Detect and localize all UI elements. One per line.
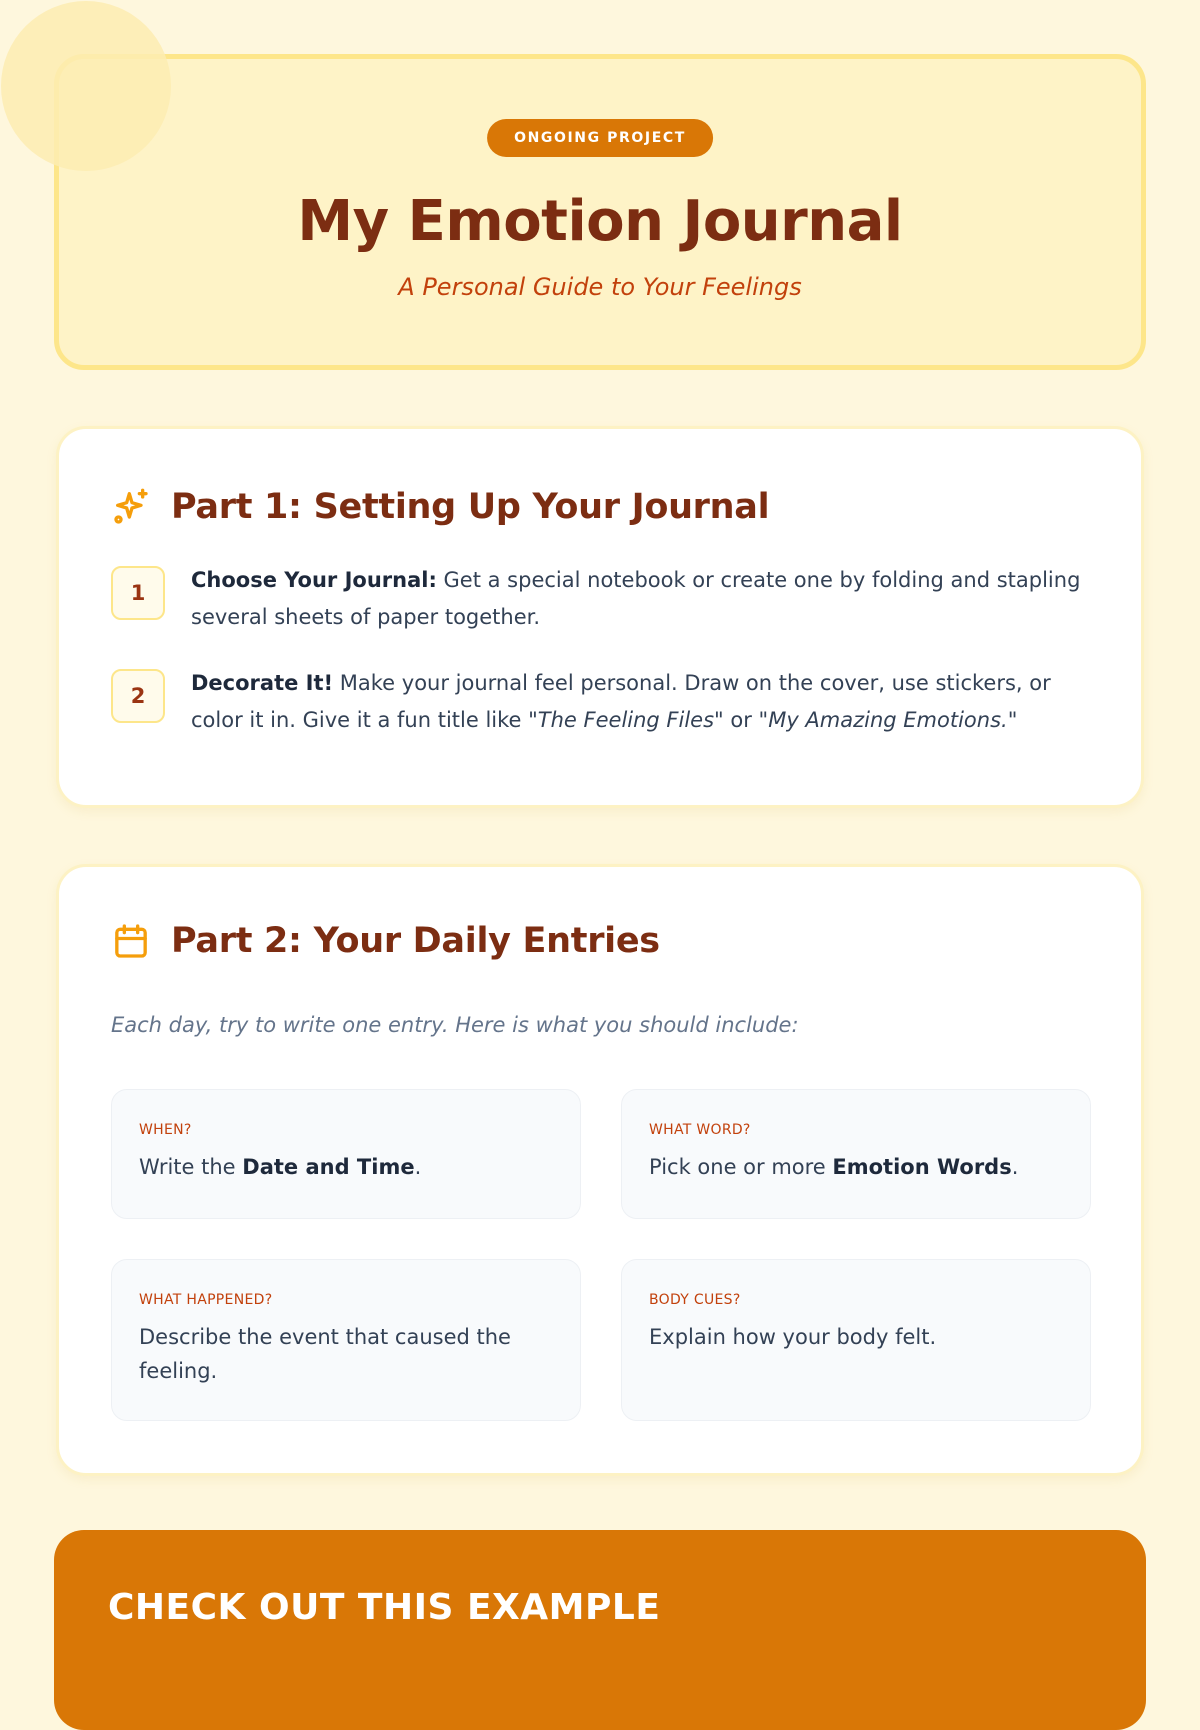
entry-tip-card xyxy=(111,1259,581,1421)
tip-text-part: Explain how your body felt. xyxy=(649,1325,937,1349)
tip-label: BODY CUES? xyxy=(649,1292,741,1308)
tip-text-bold: Emotion Words xyxy=(832,1155,1012,1179)
tip-text xyxy=(649,1150,1064,1184)
step-body: Make your journal feel personal. Draw on the cover, use stickers, or color it in. Give it a fun title like xyxy=(191,671,1051,732)
tip-text-part: Pick one or more xyxy=(649,1155,833,1179)
list-item xyxy=(111,665,1091,739)
tip-text-part: Write the xyxy=(139,1155,243,1179)
title-example: "My Amazing Emotions." xyxy=(758,708,1018,732)
calendar-icon xyxy=(111,921,151,961)
step-number: 2 xyxy=(111,669,165,723)
entry-tip-card xyxy=(111,1089,581,1219)
tip-text-part: Describe the event that caused the feeling. xyxy=(139,1325,511,1383)
section-header xyxy=(111,485,769,529)
step-lead: Decorate It! xyxy=(191,671,334,695)
step-number: 1 xyxy=(111,566,165,620)
tip-text xyxy=(139,1320,554,1388)
tip-text-part: . xyxy=(1011,1155,1019,1179)
page-subtitle: A Personal Guide to Your Feelings xyxy=(398,273,802,301)
decorative-circle xyxy=(1,1,171,171)
step-text xyxy=(191,665,1091,739)
section-title: Part 2: Your Daily Entries xyxy=(171,921,660,961)
tip-label: WHEN? xyxy=(139,1122,192,1138)
section-intro: Each day, try to write one entry. Here is what you should include: xyxy=(111,1013,799,1037)
status-badge: ONGOING PROJECT xyxy=(487,119,713,157)
title-example: "The Feeling Files" xyxy=(528,708,724,732)
example-banner xyxy=(54,1530,1146,1730)
tip-label: WHAT WORD? xyxy=(649,1122,751,1138)
sparkles-icon xyxy=(111,487,151,527)
list-item xyxy=(111,562,1091,636)
entry-tip-card xyxy=(621,1259,1091,1421)
header-card xyxy=(54,54,1146,370)
tip-text-bold: Date and Time xyxy=(242,1155,415,1179)
page-title: My Emotion Journal xyxy=(297,189,903,254)
step-body: Get a special notebook or create one by folding and stapling several sheets of paper together. xyxy=(191,568,1081,629)
example-title: CHECK OUT THIS EXAMPLE xyxy=(108,1587,661,1628)
section-title: Part 1: Setting Up Your Journal xyxy=(171,487,770,527)
section-header xyxy=(111,919,660,963)
section-daily-entries xyxy=(56,864,1144,1476)
entry-tip-card xyxy=(621,1089,1091,1219)
section-setting-up xyxy=(56,426,1144,808)
tip-text xyxy=(139,1150,554,1184)
tip-text xyxy=(649,1320,1064,1354)
tip-text-part: . xyxy=(414,1155,422,1179)
step-text xyxy=(191,562,1091,636)
step-lead: Choose Your Journal: xyxy=(191,568,437,592)
tip-label: WHAT HAPPENED? xyxy=(139,1292,273,1308)
step-joiner: or xyxy=(723,708,759,732)
